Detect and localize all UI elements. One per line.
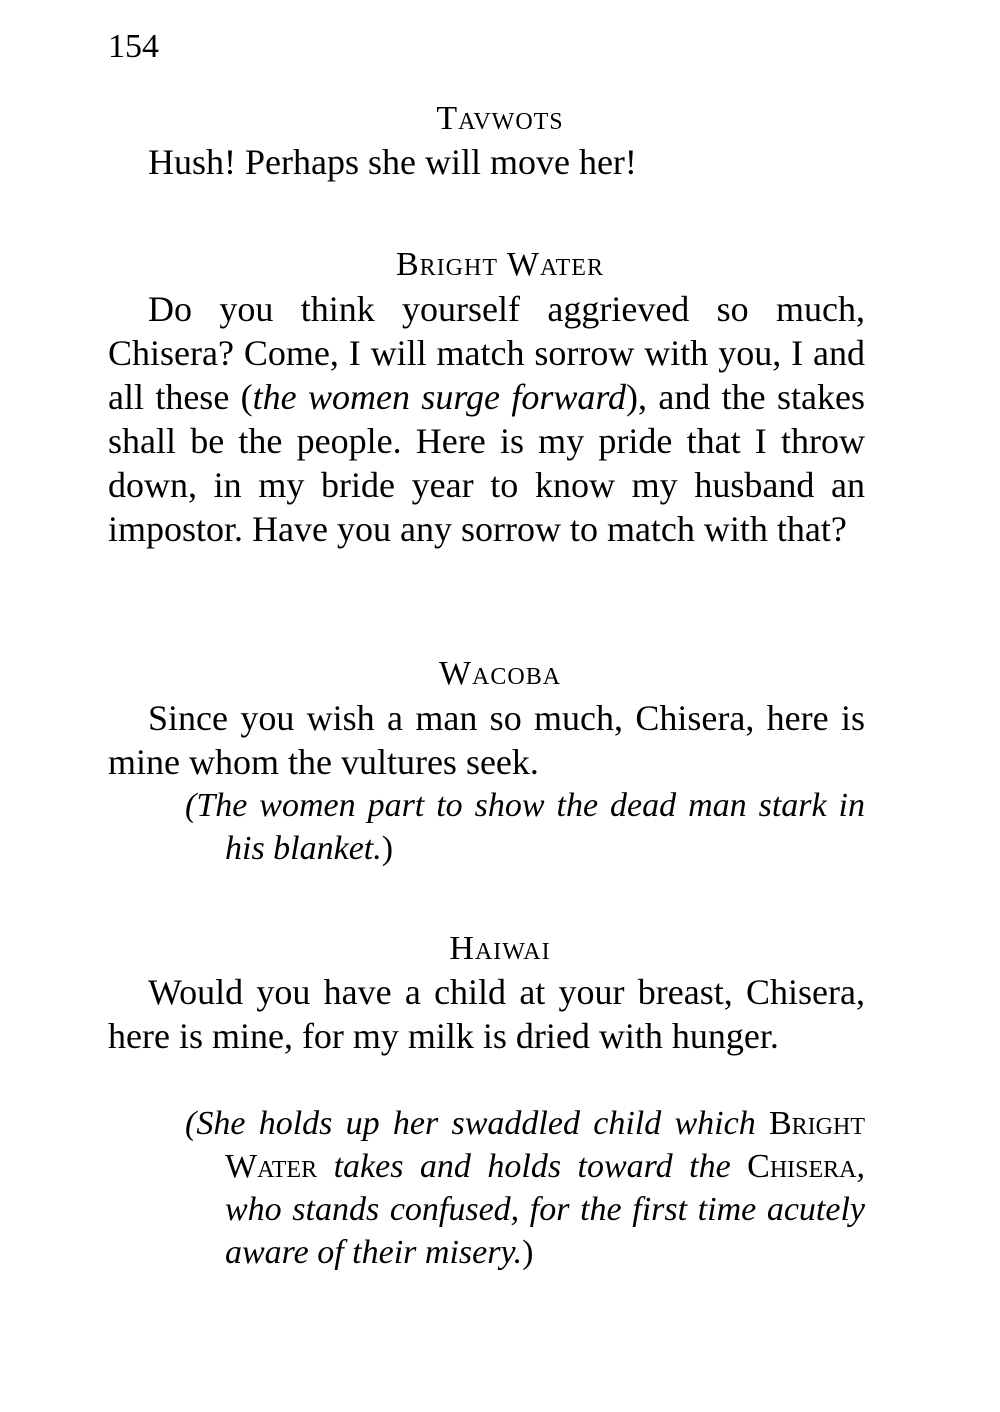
character-name: Chisera bbox=[747, 1148, 857, 1185]
speech-text-part: Do you think yourself aggrieved so much, Chisera? Come, I will match sorrow with you, I and all these ( bbox=[108, 289, 865, 417]
speech-text bbox=[108, 287, 865, 551]
speech-text: Since you wish a man so much, Chisera, here is mine whom the vultures seek. bbox=[108, 698, 865, 782]
speech-text: Would you have a child at your breast, Chisera, here is mine, for my milk is dried with hunger. bbox=[108, 972, 865, 1056]
speaker-name: Haiwai bbox=[449, 930, 551, 967]
stage-direction-text: takes and holds toward the bbox=[333, 1148, 731, 1185]
speaker-name: Bright Water bbox=[396, 246, 604, 283]
stage-direction-text: The women part to show the dead man stark in his blanket. bbox=[196, 787, 865, 867]
speech-text: Hush! Perhaps she will move her! bbox=[148, 142, 637, 182]
stage-direction-text: , who stands confused, for the first time acutely aware of their misery. bbox=[225, 1148, 866, 1271]
character-name: Bright Water bbox=[225, 1105, 865, 1185]
inline-stage-direction: the women surge forward bbox=[252, 377, 627, 417]
speech-text-part: ), and the stakes shall be the people. Here is my pride that I throw down, in my bride year to know my husband an impostor. Have you any sorrow to match with that? bbox=[108, 377, 865, 549]
page-number: 154 bbox=[108, 28, 159, 65]
speaker-name: Tavwots bbox=[436, 100, 564, 137]
stage-direction: (She holds up her swaddled child which Bright Water takes and holds toward the Chisera, who stands confused, for the first time acutely aware of their misery.) bbox=[185, 1105, 866, 1271]
stage-direction-text: She holds up her swaddled child which bbox=[196, 1105, 756, 1142]
stage-direction: (The women part to show the dead man stark in his blanket.) bbox=[185, 787, 865, 867]
speaker-name: Wacoba bbox=[438, 655, 562, 692]
